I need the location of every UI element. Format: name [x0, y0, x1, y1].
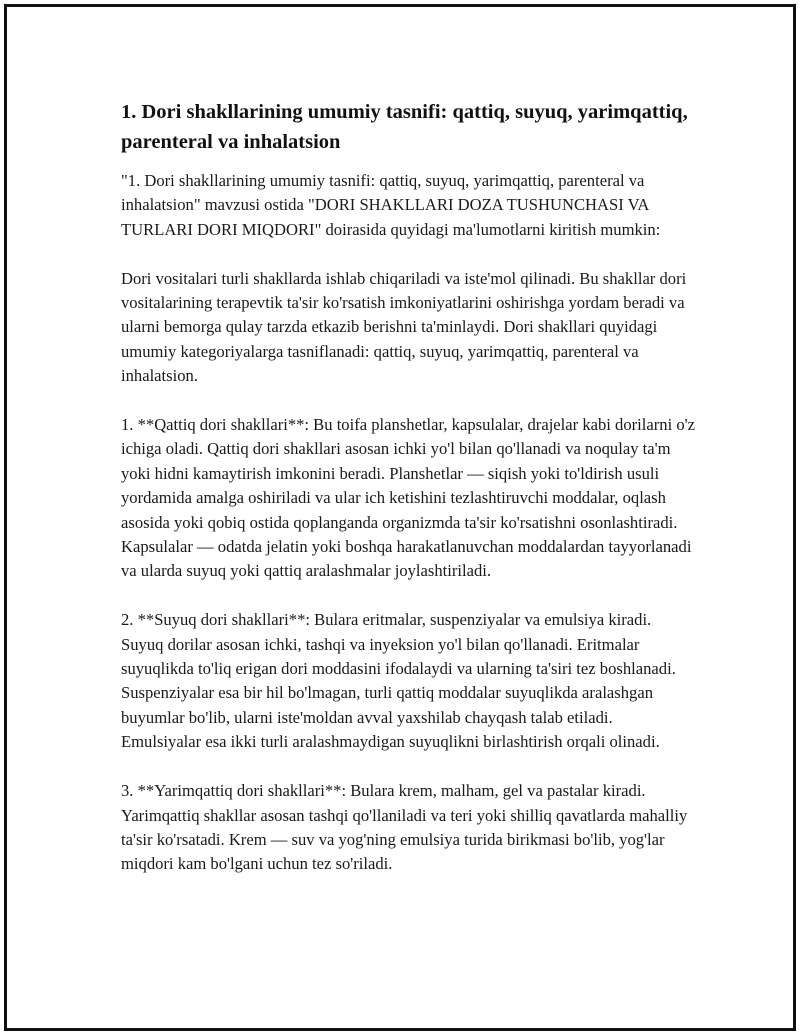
paragraph-solid-forms: 1. **Qattiq dori shakllari**: Bu toifa planshetlar, kapsulalar, drajelar kabi dorilarni o'z ichiga oladi. Qattiq dori shakllari asosan ichki yo'l bilan qo'llanadi va noqulay ta'm yoki hidni kamaytirish imkonini beradi. Planshetlar — siqish yoki to'ldirish usuli yordamida amalga oshiriladi va ular ich ketishini tezlashtiruvchi moddalar, oqlash asosida yoki qobiq ostida qoplanganda organizmda ta'sir ko'rsatishni osonlashtiradi. Kapsulalar — odatda jelatin yoki boshqa harakatlanuvchan moddalardan tayyorlanadi va ularda suyuq yoki qattiq aralashmalar joylashtiriladi.	[121, 415, 695, 581]
paragraph-intro: "1. Dori shakllarining umumiy tasnifi: qattiq, suyuq, yarimqattiq, parenteral va inhalatsion" mavzusi ostida "DORI SHAKLLARI DOZA TUSHUNCHASI VA TURLARI DORI MIQDORI" doirasida quyidagi ma'lumotlarni kiritish mumkin:	[121, 171, 661, 239]
document-body	[121, 97, 696, 901]
page-title: 1. Dori shakllarining umumiy tasnifi: qattiq, suyuq, yarimqattiq, parenteral va inhalatsion	[121, 101, 688, 153]
paragraph-semisolid-forms: 3. **Yarimqattiq dori shakllari**: Bulara krem, malham, gel va pastalar kiradi. Yarimqattiq shakllar asosan tashqi qo'llaniladi va teri yoki shilliq qavatlarda mahalliy ta'sir ko'rsatadi. Krem — suv va yog'ning emulsiya turida birikmasi bo'lib, yog'lar miqdori kam bo'lgani uchun tez so'riladi.	[121, 781, 688, 874]
paragraph-liquid-forms: 2. **Suyuq dori shakllari**: Bulara eritmalar, suspenziyalar va emulsiya kiradi. Suyuq dorilar asosan ichki, tashqi va inyeksion yo'l bilan qo'llanadi. Eritmalar suyuqlikda to'liq erigan dori moddasini ifodalaydi va ularning ta'siri tez boshlanadi. Suspenziyalar esa bir hil bo'lmagan, turli qattiq moddalar suyuqlikda aralashgan buyumlar bo'lib, ularni iste'moldan avval yaxshilab chayqash talab etiladi. Emulsiyalar esa ikki turli aralashmaydigan suyuqlikni birlashtirish orqali olinadi.	[121, 610, 676, 752]
paragraph-overview: Dori vositalari turli shakllarda ishlab chiqariladi va iste'mol qilinadi. Bu shakllar dori vositalarining terapevtik ta'sir ko'rsatish imkoniyatlarini oshirishga yordam beradi va ularni bemorga qulay tarzda etkazib berishni ta'minlaydi. Dori shakllari quyidagi umumiy kategoriyalarga tasniflanadi: qattiq, suyuq, yarimqattiq, parenteral va inhalatsion.	[121, 268, 687, 386]
page-frame	[4, 4, 796, 1031]
